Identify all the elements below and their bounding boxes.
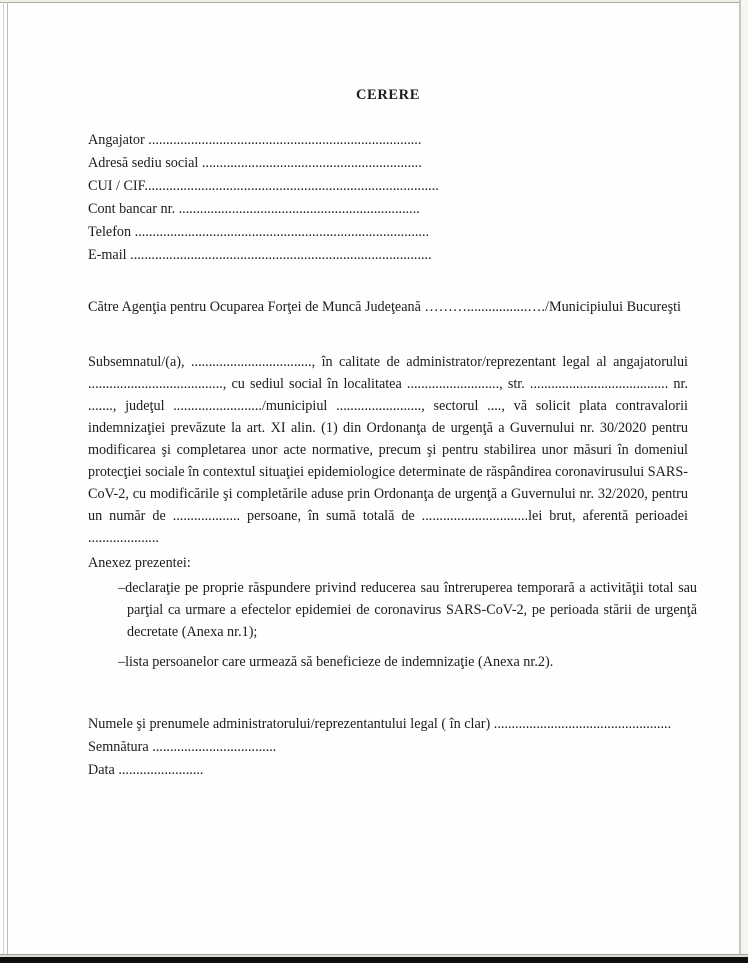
annex-heading: Anexez prezentei: <box>88 555 191 571</box>
signature-line: Semnătura ................................... <box>88 739 277 755</box>
scan-edge-bottom-gap <box>0 955 748 957</box>
scan-edge-left-line-2 <box>7 2 8 957</box>
document-title: CERERE <box>355 87 421 103</box>
field-telefon: Telefon ................................................................................... <box>88 224 430 240</box>
scan-edge-top-line <box>0 2 748 3</box>
body-paragraph: Subsemnatul/(a), .................................., în calitate de administrator/reprezentant legal al angajatorului ......................................, cu sediul social în localitatea .........................., str. ....................................... nr. ......., judeţul ........................./municipiul ........................, sectorul ...., vă solicit plata contravalorii indemnizaţiei prevăzute la art. XI alin. (1) din Ordonanţa de urgenţă a Guvernului nr. 30/2020 pentru modificarea şi completarea unor acte normative, precum şi pentru stabilirea unor măsuri în domeniul protecţiei sociale în contextul situaţiei epidemiologice determinate de răspândirea coronavirusului SARS-CoV-2, cu modificările şi completările aduse prin Ordonanţa de urgenţă a Guvernului nr. 32/2020, pentru un număr de ................... persoane, în sumă totală de ..............................lei brut, aferentă perioadei .................... <box>88 354 688 546</box>
addressee-line: Către Agenţia pentru Ocuparea Forţei de Muncă Judeţeană ……….................…./Municipiului Bucureşti <box>88 299 681 315</box>
date-line: Data ........................ <box>88 762 204 778</box>
field-cont-bancar: Cont bancar nr. .................................................................... <box>88 201 420 217</box>
signature-block <box>88 713 688 782</box>
scan-edge-bottom-line <box>0 954 748 955</box>
annex-item-persons-list: –lista persoanelor care urmează să beneficieze de indemnizaţie (Anexa nr.2). <box>118 654 554 670</box>
field-angajator: Angajator ............................................................................. <box>88 132 422 148</box>
field-cui-cif: CUI / CIF................................................................................... <box>88 178 439 194</box>
annex-item-declaration: –declaraţie pe proprie răspundere privind reducerea sau întreruperea temporară a activităţii total sau parţial ca urmare a efectelor epidemiei de coronavirus SARS-CoV-2, pe perioada stării de urgenţă decretate (Anexa nr.1); <box>118 580 697 640</box>
field-email: E-mail ..................................................................................... <box>88 247 432 263</box>
scan-edge-left-line <box>3 2 4 957</box>
scan-edge-right-line <box>739 0 741 963</box>
scan-edge-bottom-bar <box>0 957 748 963</box>
scan-edge-top-strip <box>0 0 748 2</box>
scan-edge-right-strip <box>741 0 748 963</box>
employer-fields-block <box>88 129 688 267</box>
field-adresa-sediu-social: Adresă sediu social .............................................................. <box>88 155 422 171</box>
signature-name-line: Numele şi prenumele administratorului/reprezentantului legal ( în clar) .................................................. <box>88 716 672 732</box>
